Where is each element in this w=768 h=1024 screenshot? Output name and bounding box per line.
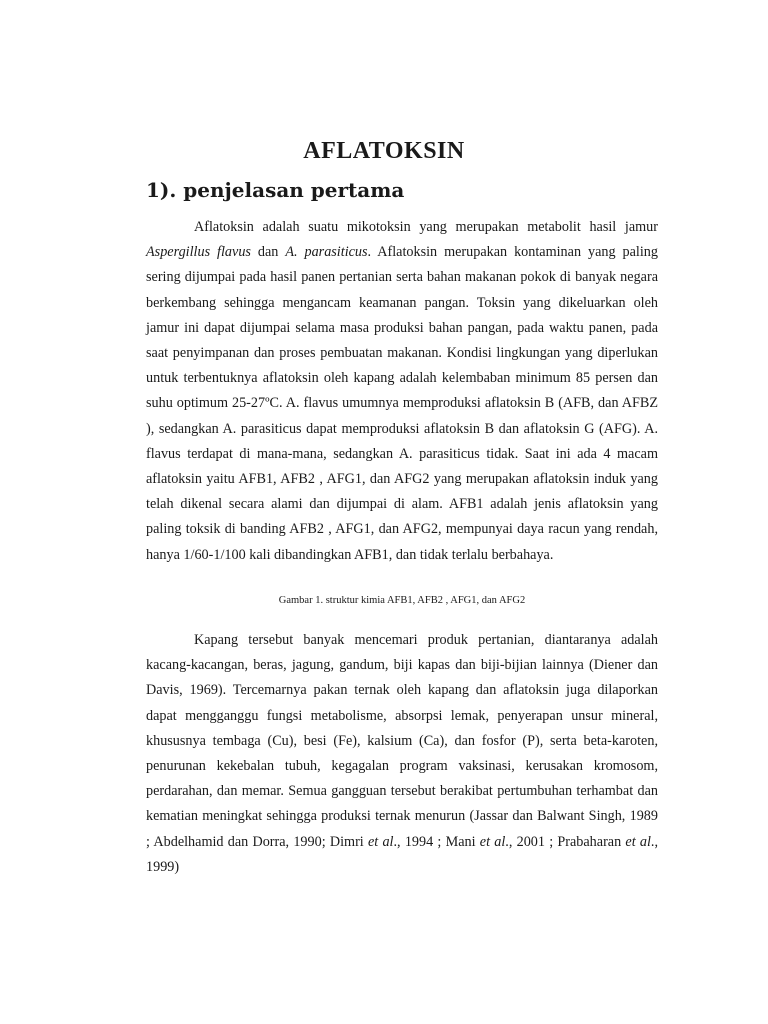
paragraph-contamination-effects bbox=[146, 628, 658, 880]
figure-caption: Gambar 1. struktur kimia AFB1, AFB2 , AFG1, dan AFG2 bbox=[278, 595, 526, 606]
document-title: AFLATOKSIN bbox=[303, 138, 465, 164]
paragraph-aflatoxin-definition bbox=[146, 215, 658, 568]
species-name-italic: Aspergillus flavus bbox=[146, 244, 251, 261]
paragraph-text: . Aflatoksin merupakan kontaminan yang paling sering dijumpai pada hasil panen pertanian serta bahan makanan pokok di banyak negara berkembang sehingga mengancam keamanan pangan. Toksin yang dikeluarkan oleh jamur ini dapat dijumpai selama masa produksi bahan pangan, pada waktu panen, pada saat penyimpanan dan proses pembuatan makanan. Kondisi lingkungan yang diperlukan untuk terbentuknya aflatoksin oleh kapang adalah kelembaban minimum 85 persen dan suhu optimum 25-27ºC. A. flavus umumnya memproduksi aflatoksin B (AFB, dan AFBZ ), sedangkan A. parasiticus dapat memproduksi aflatoksin B dan aflatoksin G (AFG). A. flavus terdapat di mana-mana, sedangkan A. parasiticus tidak. Saat ini ada 4 macam aflatoksin yaitu AFB1, AFB2 , AFG1, dan AFG2 yang merupakan aflatoksin induk yang telah dikenal secara alami dan dijumpai di alam. AFB1 adalah jenis aflatoksin yang paling toksik di banding AFB2 , AFG1, dan AFG2, mempunyai daya racun yang rendah, hanya 1/60-1/100 kali dibandingkan AFB1, dan tidak terlalu berbahaya. bbox=[146, 244, 658, 563]
citation-et-al: et al bbox=[367, 833, 394, 850]
section-heading: 1). penjelasan pertama bbox=[146, 178, 405, 202]
paragraph-text: ., 1994 ; Mani bbox=[393, 833, 480, 850]
paragraph-text: ., 2001 ; Prabaharan bbox=[505, 833, 626, 850]
paragraph-text: Aflatoksin adalah suatu mikotoksin yang merupakan metabolit hasil jamur bbox=[194, 219, 658, 235]
paragraph-text: ., 1999) bbox=[146, 833, 659, 875]
citation-et-al: et al bbox=[625, 833, 651, 850]
paragraph-text: Kapang tersebut banyak mencemari produk pertanian, diantaranya adalah kacang-kacangan, beras, jagung, gandum, biji kapas dan biji-bijian lainnya (Diener dan Davis, 1969). Tercemarnya pakan ternak oleh kapang dan aflatoksin juga dilaporkan dapat mengganggu fungsi metabolisme, absorpsi lemak, penyerapan unsur mineral, khususnya tembaga (Cu), besi (Fe), kalsium (Ca), dan fosfor (P), serta beta-karoten, penurunan kekebalan tubuh, kegagalan program vaksinasi, kerusakan kromosom, perdarahan, dan memar. Semua gangguan tersebut berakibat pertumbuhan terhambat dan kematian meningkat sehingga produksi ternak menurun (Jassar dan Balwant Singh, 1989 ; Abdelhamid dan Dorra, 1990; Dimri bbox=[146, 632, 658, 850]
species-name-italic: A. parasiticus bbox=[285, 244, 368, 261]
citation-et-al: et al bbox=[479, 833, 506, 850]
paragraph-text: dan bbox=[250, 244, 286, 261]
